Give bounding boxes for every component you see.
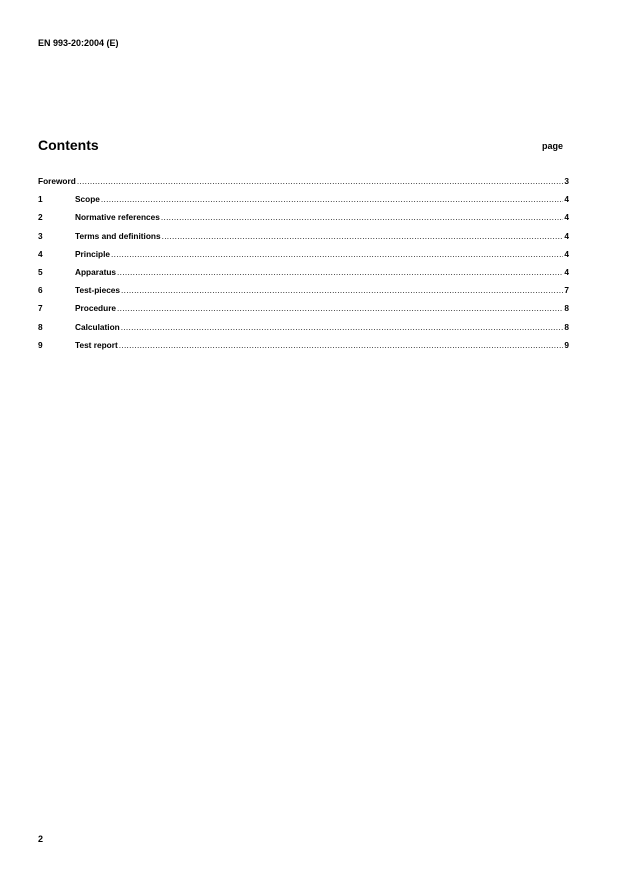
- toc-leader: [101, 194, 563, 204]
- toc-title: Procedure: [75, 303, 117, 314]
- page-column-label: page: [542, 141, 564, 151]
- toc-page: 9: [564, 339, 569, 350]
- toc-entry-calculation[interactable]: [38, 322, 569, 340]
- toc-leader: [121, 322, 564, 332]
- toc-page: 4: [564, 194, 569, 205]
- toc-entry-foreword[interactable]: [38, 176, 569, 194]
- toc-title: Test-pieces: [75, 285, 121, 296]
- toc-leader: [162, 231, 564, 241]
- toc-entry-test-pieces[interactable]: [38, 285, 569, 303]
- toc-entry-test-report[interactable]: [38, 340, 569, 358]
- toc-title: Principle: [75, 248, 111, 259]
- toc-leader: [111, 249, 563, 259]
- toc-number: 8: [38, 321, 43, 332]
- toc-entry-terms-and-definitions[interactable]: [38, 231, 569, 249]
- toc-number: 3: [38, 230, 43, 241]
- page-number: 2: [38, 834, 44, 844]
- toc-entry-scope[interactable]: [38, 194, 569, 212]
- contents-heading: Contents: [38, 137, 99, 153]
- toc-entry-procedure[interactable]: [38, 303, 569, 321]
- toc-entry-normative-references[interactable]: [38, 212, 569, 230]
- toc-title: Terms and definitions: [75, 230, 161, 241]
- toc-entry-apparatus[interactable]: [38, 267, 569, 285]
- document-id: EN 993-20:2004 (E): [38, 38, 119, 48]
- toc-page: 7: [564, 285, 569, 296]
- toc-number: 5: [38, 266, 43, 277]
- toc-entry-principle[interactable]: [38, 249, 569, 267]
- toc-page: 3: [564, 176, 569, 186]
- toc-page: 4: [564, 212, 569, 223]
- toc-leader: [119, 340, 564, 350]
- toc-title: Apparatus: [75, 266, 117, 277]
- toc-title: Calculation: [75, 321, 120, 332]
- table-of-contents: [38, 176, 569, 358]
- toc-leader: [121, 285, 563, 295]
- toc-number: 9: [38, 339, 43, 350]
- toc-title: Normative references: [75, 212, 160, 223]
- toc-title: Foreword: [38, 176, 76, 186]
- toc-leader: [161, 212, 564, 222]
- toc-title: Test report: [75, 339, 118, 350]
- toc-number: 7: [38, 303, 43, 314]
- toc-title: Scope: [75, 194, 100, 205]
- toc-leader: [117, 303, 563, 313]
- toc-page: 4: [564, 248, 569, 259]
- toc-page: 4: [564, 230, 569, 241]
- toc-number: 2: [38, 212, 43, 223]
- toc-leader: [117, 267, 563, 277]
- toc-leader: [77, 176, 564, 186]
- toc-page: 8: [564, 303, 569, 314]
- toc-number: 4: [38, 248, 43, 259]
- toc-number: 1: [38, 194, 43, 205]
- toc-page: 4: [564, 266, 569, 277]
- toc-number: 6: [38, 285, 43, 296]
- toc-page: 8: [564, 321, 569, 332]
